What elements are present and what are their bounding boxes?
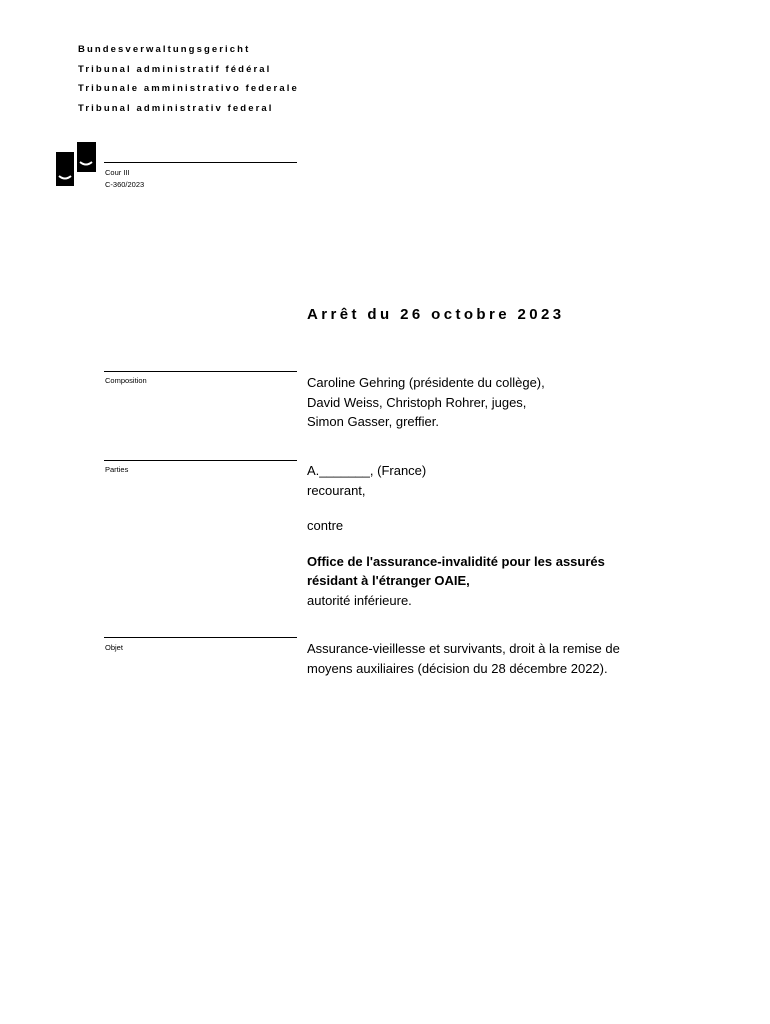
composition-line: Simon Gasser, greffier.: [307, 414, 439, 429]
subject-label: Objet: [105, 643, 123, 652]
court-name-de: Bundesverwaltungsgericht: [78, 44, 251, 55]
composition-line: David Weiss, Christoph Rohrer, juges,: [307, 394, 527, 410]
subject-text: [307, 639, 707, 678]
case-info: [105, 167, 144, 191]
authority-role: autorité inférieure.: [307, 592, 412, 608]
subject-line: Assurance-vieillesse et survivants, droit à la remise de: [307, 641, 620, 656]
court-names: [78, 40, 299, 118]
case-number: C-360/2023: [105, 180, 145, 189]
parties-rule: [104, 460, 297, 461]
court-name-fr: Tribunal administratif fédéral: [78, 63, 272, 75]
authority-name-line2: résidant à l'étranger OAIE,: [307, 573, 470, 588]
versus-text: contre: [307, 518, 344, 533]
court-logo-icon: [56, 142, 96, 186]
composition-text: [307, 373, 707, 432]
composition-rule: [104, 371, 297, 372]
court-division: Cour III: [105, 168, 130, 177]
court-name-rm: Tribunal administrativ federal: [78, 102, 274, 114]
parties-text: [307, 461, 707, 610]
composition-label: Composition: [105, 376, 147, 385]
parties-label: Parties: [105, 465, 129, 474]
case-rule: [104, 162, 297, 163]
appellant: A._______, (France): [307, 463, 427, 478]
authority-name-line1: Office de l'assurance-invalidité pour les assurés: [307, 553, 605, 569]
judgment-title: Arrêt du 26 octobre 2023: [307, 306, 565, 323]
composition-line: Caroline Gehring (présidente du collège),: [307, 375, 545, 390]
subject-line: moyens auxiliaires (décision du 28 décembre 2022).: [307, 660, 608, 676]
appellant-role: recourant,: [307, 482, 366, 498]
subject-rule: [104, 637, 297, 638]
court-name-it: Tribunale amministrativo federale: [78, 83, 299, 94]
